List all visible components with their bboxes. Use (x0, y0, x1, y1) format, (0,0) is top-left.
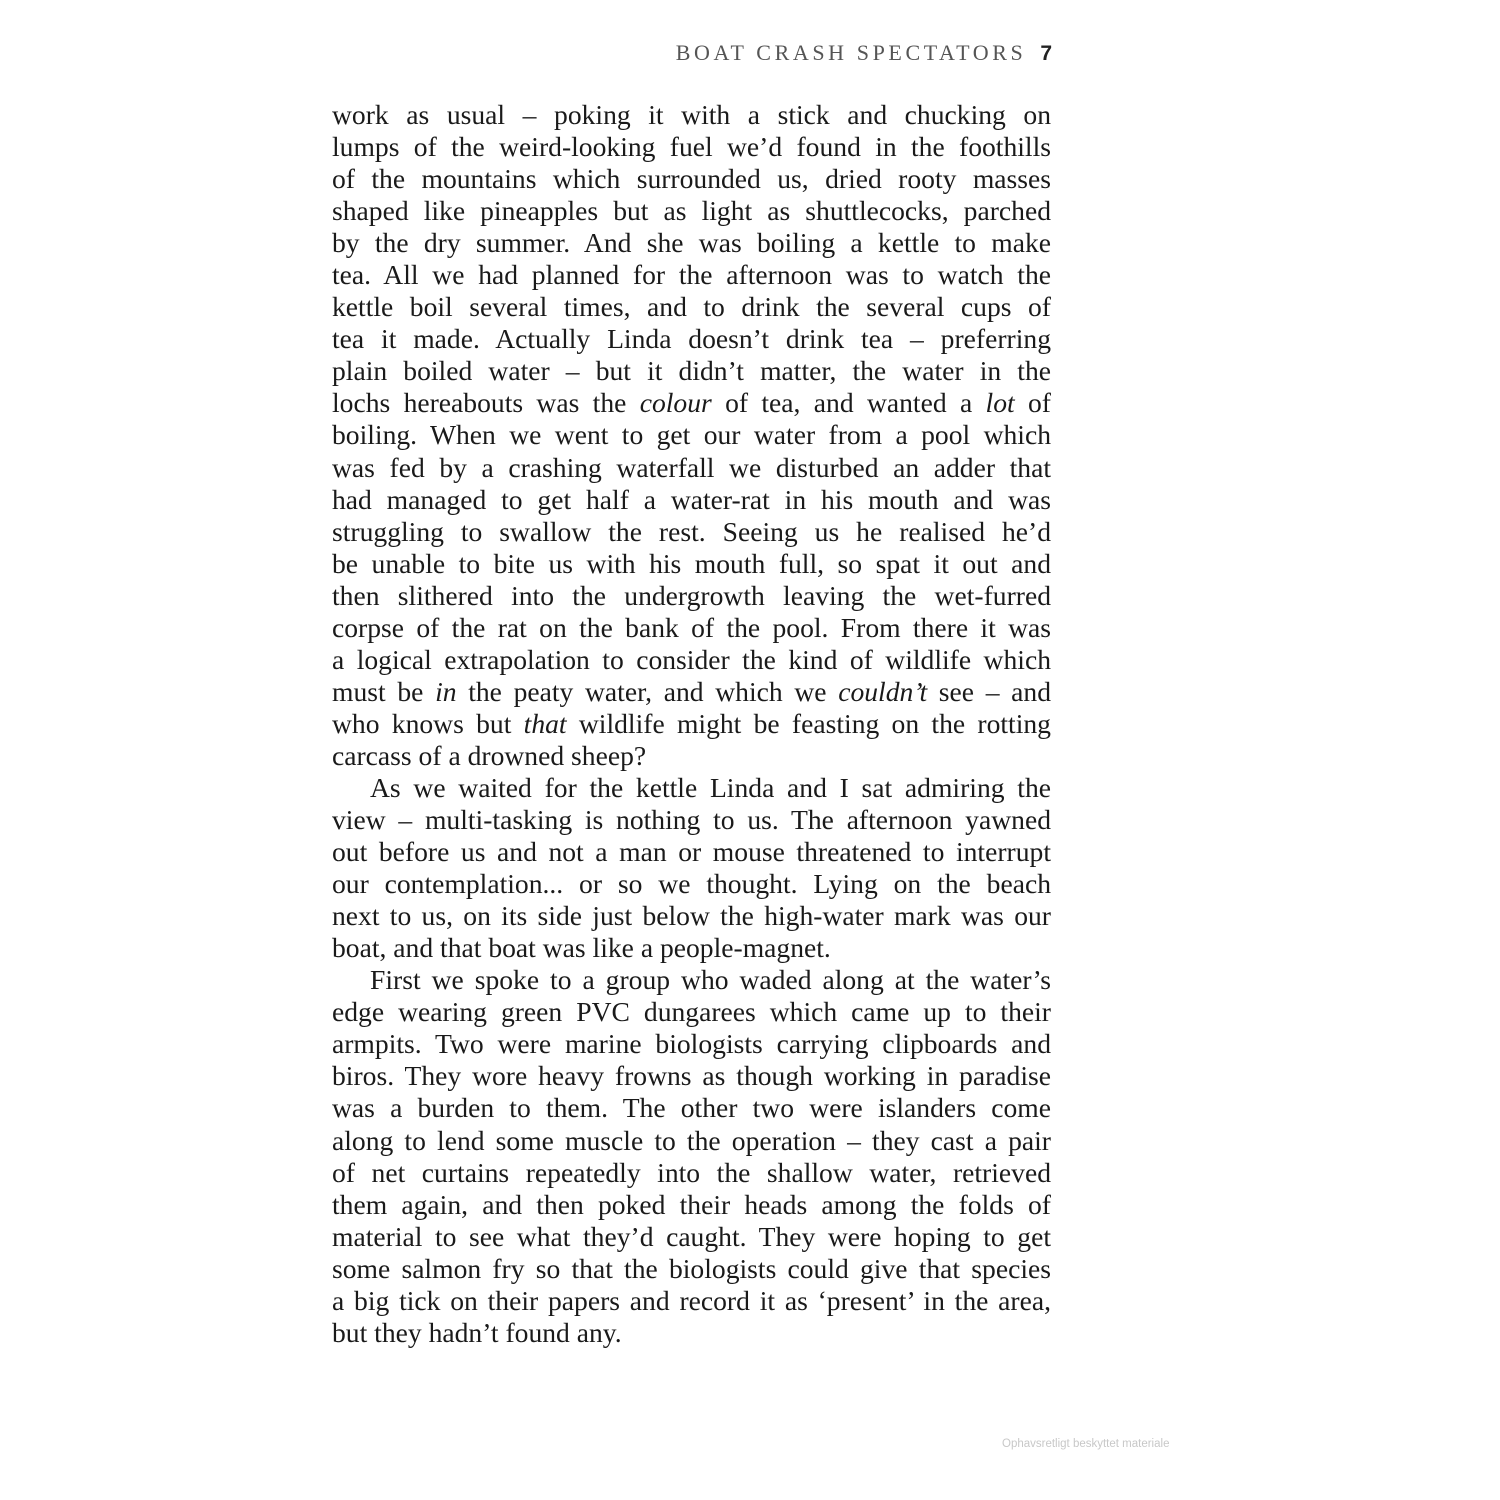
text-line (332, 1092, 1051, 1124)
text-line (332, 1189, 1051, 1221)
text-segment: boat, and that boat was like a people-magnet. (332, 932, 831, 964)
text-segment: material to see what they’d caught. They were hoping to get (332, 1220, 1051, 1252)
running-head (0, 40, 1052, 66)
text-segment: them again, and then poked their heads among the folds of (332, 1188, 1051, 1220)
text-line (332, 516, 1051, 548)
text-segment: some salmon fry so that the biologists could give that species (332, 1252, 1051, 1284)
text-segment: was a burden to them. The other two were islanders come (332, 1092, 1051, 1124)
text-segment: carcass of a drowned sheep? (332, 739, 647, 771)
text-line (332, 195, 1051, 227)
text-segment: a big tick on their papers and record it as ‘present’ in the area, (332, 1284, 1051, 1316)
text-line (332, 548, 1051, 580)
text-segment: be unable to bite us with his mouth full, so spat it out and (332, 547, 1051, 579)
text-line (332, 1157, 1051, 1189)
text-line (332, 804, 1051, 836)
text-line (332, 772, 1051, 804)
text-line (332, 419, 1051, 451)
text-line (332, 131, 1051, 163)
text-line (332, 676, 1051, 708)
italic-text: couldn’t (838, 675, 928, 707)
text-line (332, 708, 1051, 740)
text-segment: First we spoke to a group who waded along at the water’s (370, 964, 1051, 996)
text-line (332, 1125, 1051, 1157)
text-segment: tea. All we had planned for the afternoon was to watch the (332, 259, 1051, 291)
paragraph (332, 99, 1051, 772)
italic-text: lot (985, 387, 1015, 419)
text-segment: boiling. When we went to get our water from a pool which (332, 419, 1051, 451)
text-line (332, 291, 1051, 323)
text-segment: tea it made. Actually Linda doesn’t drink tea – preferring (332, 323, 1051, 355)
text-segment: must be (332, 675, 436, 707)
text-segment: of net curtains repeatedly into the shallow water, retrieved (332, 1156, 1051, 1188)
text-line (332, 1221, 1051, 1253)
italic-text: colour (639, 387, 712, 419)
text-segment: but they hadn’t found any. (332, 1316, 622, 1348)
text-segment: view – multi-tasking is nothing to us. The afternoon yawned (332, 804, 1051, 836)
text-segment: of tea, and wanted a (711, 387, 986, 419)
text-segment: along to lend some muscle to the operation – they cast a pair (332, 1124, 1051, 1156)
text-segment: lumps of the weird-looking fuel we’d found in the foothills (332, 131, 1051, 163)
text-line (332, 612, 1051, 644)
text-segment: biros. They wore heavy frowns as though working in paradise (332, 1060, 1051, 1092)
text-line (332, 484, 1051, 516)
text-line (332, 99, 1051, 131)
copyright-watermark: Ophavsretligt beskyttet materiale (1002, 1438, 1170, 1450)
text-segment: our contemplation... or so we thought. Lying on the beach (332, 868, 1051, 900)
text-line (332, 259, 1051, 291)
text-line (332, 1285, 1051, 1317)
text-line (332, 964, 1051, 996)
text-segment: the peaty water, and which we (456, 675, 839, 707)
text-line (332, 836, 1051, 868)
paragraph (332, 964, 1051, 1349)
text-segment: see – and (927, 675, 1052, 707)
text-segment: of (1014, 387, 1051, 419)
paragraph (332, 772, 1051, 964)
text-segment: lochs hereabouts was the (332, 387, 640, 419)
text-line (332, 323, 1051, 355)
text-line (332, 900, 1051, 932)
italic-text: that (523, 707, 567, 739)
text-line (332, 580, 1051, 612)
text-segment: of the mountains which surrounded us, dried rooty masses (332, 163, 1051, 195)
text-segment: out before us and not a man or mouse threatened to interrupt (332, 836, 1051, 868)
text-segment: As we waited for the kettle Linda and I sat admiring the (370, 771, 1051, 803)
text-segment: edge wearing green PVC dungarees which came up to their (332, 996, 1051, 1028)
text-segment: a logical extrapolation to consider the kind of wildlife which (332, 643, 1051, 675)
text-line (332, 355, 1051, 387)
text-segment: work as usual – poking it with a stick and chucking on (332, 99, 1051, 130)
text-segment: by the dry summer. And she was boiling a kettle to make (332, 227, 1051, 259)
text-line (332, 1253, 1051, 1285)
text-line (332, 868, 1051, 900)
running-title: BOAT CRASH SPECTATORS (675, 40, 1027, 65)
text-line (332, 163, 1051, 195)
text-segment: wildlife might be feasting on the rotting (566, 707, 1051, 739)
text-segment: was fed by a crashing waterfall we disturbed an adder that (332, 451, 1051, 483)
text-segment: next to us, on its side just below the high-water mark was our (332, 900, 1051, 932)
body-text (332, 99, 1051, 1349)
text-line (332, 1060, 1051, 1092)
text-segment: struggling to swallow the rest. Seeing us he realised he’d (332, 515, 1051, 547)
text-segment: had managed to get half a water-rat in his mouth and was (332, 483, 1051, 515)
text-line (332, 1028, 1051, 1060)
page-number: 7 (1040, 42, 1052, 65)
text-line (332, 932, 1051, 964)
text-segment: corpse of the rat on the bank of the pool. From there it was (332, 611, 1051, 643)
text-segment: shaped like pineapples but as light as shuttlecocks, parched (332, 195, 1051, 227)
text-line (332, 740, 1051, 772)
text-segment: plain boiled water – but it didn’t matter, the water in the (332, 355, 1051, 387)
text-segment: kettle boil several times, and to drink the several cups of (332, 291, 1051, 323)
text-line (332, 387, 1051, 419)
text-line (332, 1317, 1051, 1349)
italic-text: in (435, 675, 457, 707)
text-segment: then slithered into the undergrowth leaving the wet-furred (332, 579, 1051, 611)
text-segment: armpits. Two were marine biologists carrying clipboards and (332, 1028, 1051, 1060)
text-line (332, 227, 1051, 259)
text-line (332, 996, 1051, 1028)
text-segment: who knows but (332, 707, 524, 739)
text-line (332, 644, 1051, 676)
text-line (332, 452, 1051, 484)
